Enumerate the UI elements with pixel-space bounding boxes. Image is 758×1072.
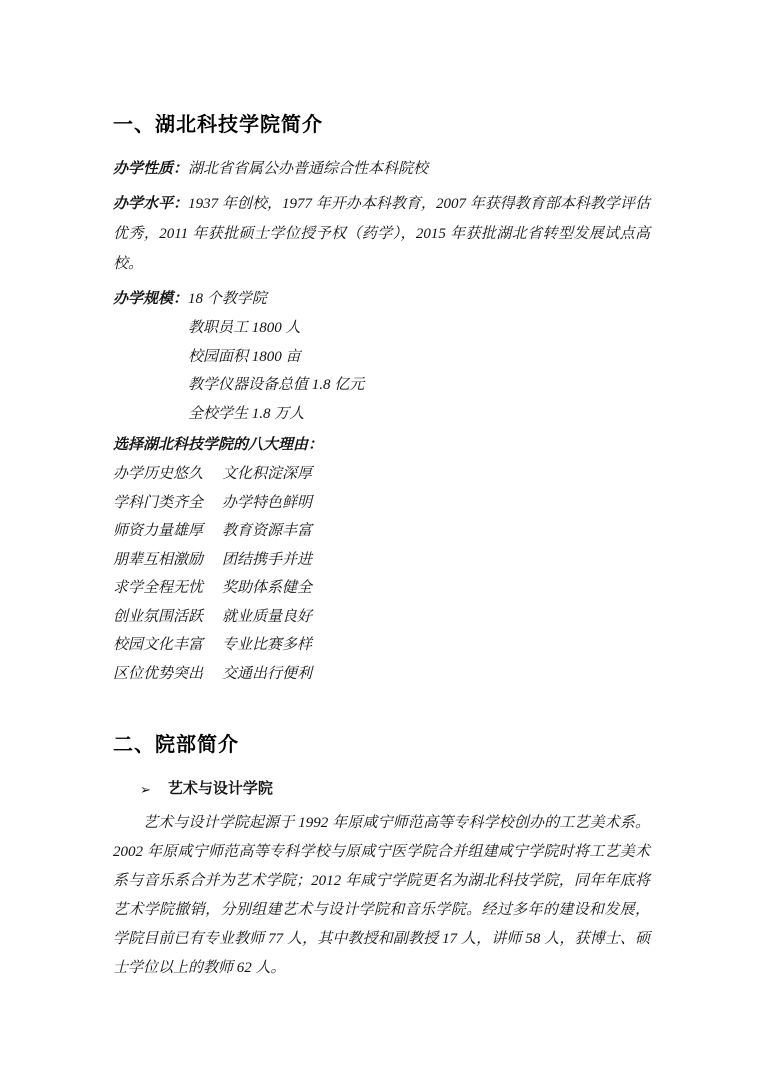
reason-row (113, 603, 650, 632)
reason-left: 校园文化丰富 (113, 637, 204, 653)
reason-row (113, 489, 650, 518)
reason-row (113, 631, 650, 660)
school-nature-value: 湖北省省属公办普通综合性本科院校 (188, 161, 429, 177)
school-scale-item-2: 校园面积 1800 亩 (188, 348, 301, 365)
reasons-list (113, 460, 650, 688)
reason-row (113, 546, 650, 575)
reason-left: 朋辈互相激励 (113, 551, 204, 568)
reason-left: 师资力量雄厚 (113, 523, 204, 539)
school-scale-item-4: 全校学生 1.8 万人 (188, 405, 305, 422)
arrow-bullet-icon: ➢ (140, 782, 151, 797)
reason-right: 交通出行便利 (222, 665, 313, 682)
reason-right: 团结携手并进 (222, 551, 313, 568)
section-1-heading: 一、湖北科技学院简介 (113, 114, 323, 136)
reason-left: 求学全程无忧 (113, 580, 204, 596)
reason-right: 文化积淀深厚 (222, 466, 313, 482)
reason-left: 学科门类齐全 (113, 494, 204, 511)
school-scale-label: 办学规模： (113, 291, 189, 307)
school-scale-item-1: 教职员工 1800 人 (188, 320, 301, 336)
school-nature-line (113, 154, 650, 184)
school-level-paragraph (113, 189, 650, 279)
reason-right: 奖助体系健全 (222, 580, 313, 596)
school-scale-block (113, 285, 650, 428)
school-level-value: 1937 年创校，1977 年开办本科教育，2007 年获得教育部本科教学评估优秀，2011 年获批硕士学位授予权（药学），2015 年获批湖北省转型发展试点高校。 (113, 196, 650, 272)
school-scale-line (113, 285, 650, 314)
reason-right: 办学特色鲜明 (222, 494, 313, 511)
school-scale-item-0: 18 个教学院 (188, 291, 267, 307)
college-name: 艺术与设计学院 (167, 781, 273, 797)
section-2-heading: 二、院部简介 (113, 734, 239, 756)
school-scale-item-3: 教学仪器设备总值 1.8 亿元 (188, 377, 365, 393)
reason-left: 创业氛围活跃 (113, 608, 204, 625)
reason-left: 办学历史悠久 (113, 466, 204, 482)
reason-right: 教育资源丰富 (222, 523, 313, 539)
reasons-heading: 选择湖北科技学院的八大理由： (113, 437, 324, 453)
reason-left: 区位优势突出 (113, 665, 204, 682)
reason-row (113, 574, 650, 603)
college-subheading (140, 778, 650, 800)
school-level-label: 办学水平： (113, 196, 189, 212)
college-paragraph: 艺术与设计学院起源于 1992 年原咸宁师范高等专科学校创办的工艺美术系。2002 年原咸宁师范高等专科学校与原咸宁医学院合并组建咸宁学院时将工艺美术系与音乐系合并为艺术学院；2012 年咸宁学院更名为湖北科技学院，同年年底将艺术学院撤销，分别组建艺术与设计学院和音乐学院。经过多年的建设和发展，学院目前已有专业教师 77 人，其中教授和副教授 17 人，讲师 58 人，获博士、硕士学位以上的教师 62 人。 (113, 815, 650, 976)
reason-right: 专业比赛多样 (222, 637, 313, 653)
reason-right: 就业质量良好 (222, 608, 313, 625)
reason-row (113, 460, 650, 489)
school-nature-label: 办学性质： (113, 161, 189, 177)
reason-row (113, 660, 650, 689)
reason-row (113, 517, 650, 546)
